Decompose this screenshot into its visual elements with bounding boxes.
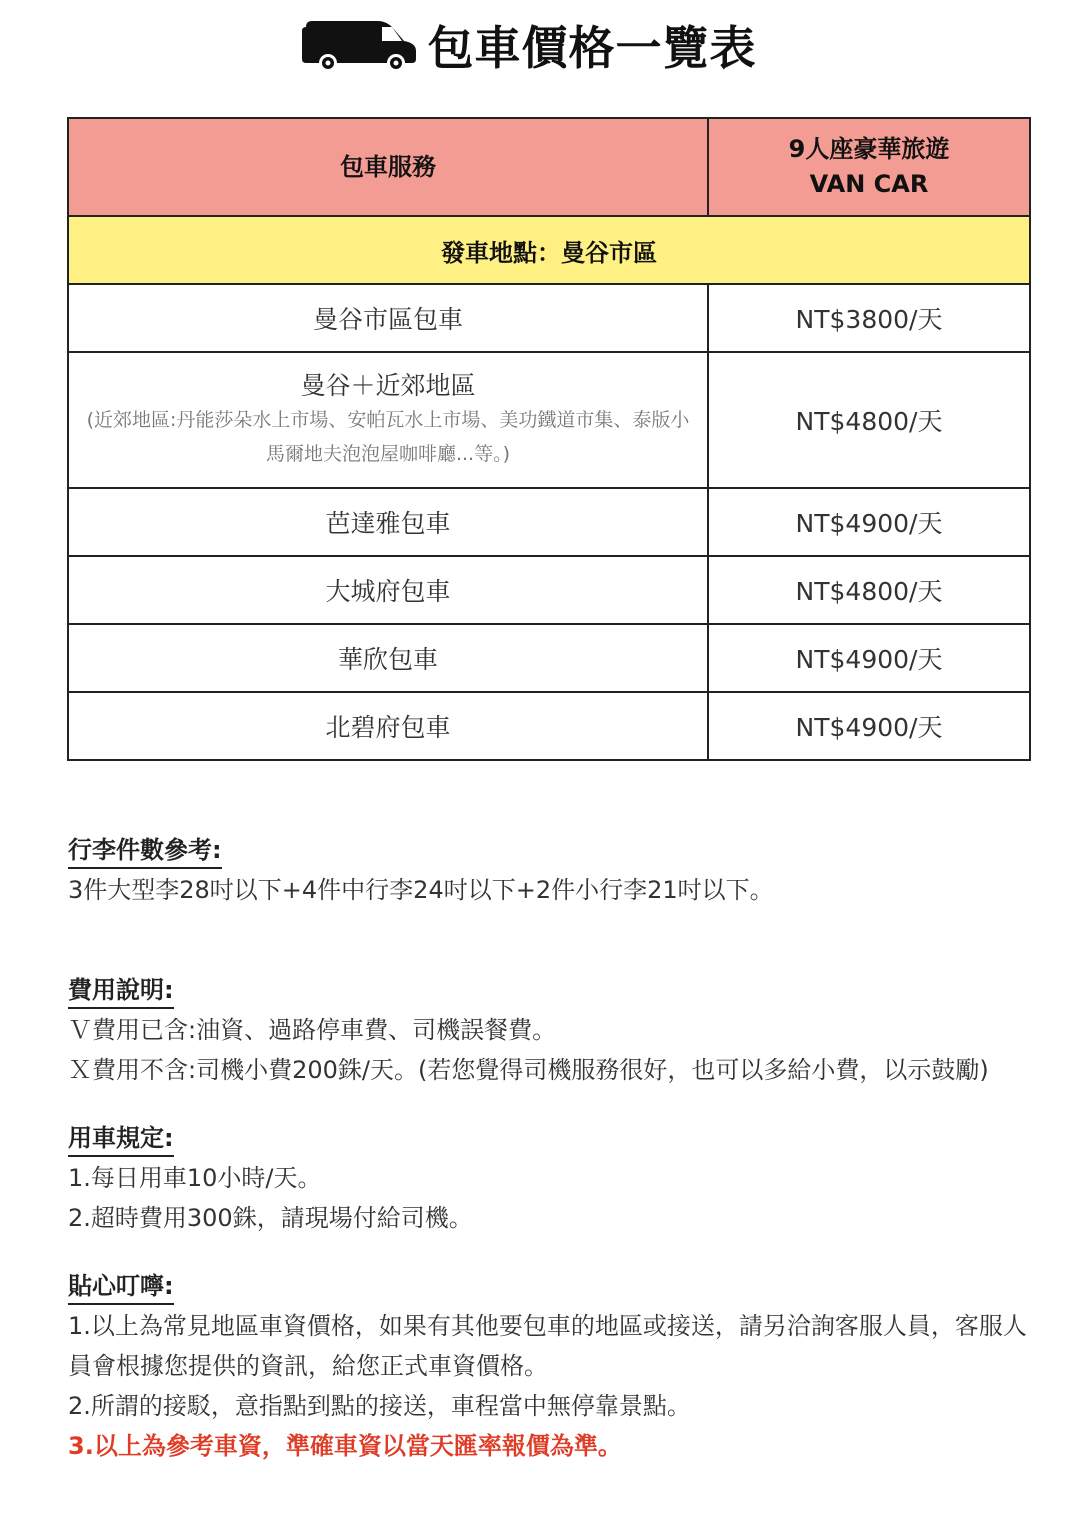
table-row	[68, 284, 1030, 352]
price-cell: NT$4900/天	[708, 488, 1030, 556]
tips-section	[68, 1266, 1028, 1466]
price-cell: NT$4900/天	[708, 624, 1030, 692]
rules-section	[68, 1118, 1028, 1238]
service-cell: 曼谷市區包車	[68, 284, 708, 352]
table-row	[68, 692, 1030, 760]
service-name: 曼谷＋近郊地區	[300, 371, 476, 400]
table-row	[68, 488, 1030, 556]
table-row	[68, 556, 1030, 624]
fees-excluded: Ｘ費用不含:司機小費200銖/天。(若您覺得司機服務很好，也可以多給小費，以示鼓勵)	[68, 1056, 989, 1084]
service-cell	[68, 352, 708, 488]
fees-section	[68, 970, 1028, 1090]
tips-item: 2.所謂的接駁，意指點到點的接送，車程當中無停靠景點。	[68, 1392, 691, 1420]
price-table	[67, 117, 1031, 761]
tips-heading: 貼心叮嚀:	[68, 1269, 174, 1305]
rules-heading: 用車規定:	[68, 1121, 174, 1157]
title-row	[0, 12, 1090, 78]
van-icon	[300, 19, 420, 71]
luggage-text: 3件大型李28吋以下+4件中行李24吋以下+2件小行李21吋以下。	[68, 876, 774, 904]
fees-heading: 費用說明:	[68, 973, 174, 1009]
price-column-header: 9人座豪華旅遊 VAN CAR	[708, 118, 1030, 216]
table-header-row	[68, 118, 1030, 216]
tips-highlight: 3.以上為參考車資，準確車資以當天匯率報價為準。	[68, 1432, 622, 1460]
table-row	[68, 624, 1030, 692]
price-cell: NT$4800/天	[708, 352, 1030, 488]
price-cell: NT$3800/天	[708, 284, 1030, 352]
service-note: (近郊地區:丹能莎朵水上市場、安帕瓦水上市場、美功鐵道市集、泰版小馬爾地夫泡泡屋咖啡廳...等。)	[86, 409, 690, 465]
fees-included: Ｖ費用已含:油資、過路停車費、司機誤餐費。	[68, 1016, 557, 1044]
service-cell: 大城府包車	[68, 556, 708, 624]
tips-item: 1.以上為常見地區車資價格，如果有其他要包車的地區或接送，請另洽詢客服人員，客服人員會根據您提供的資訊，給您正式車資價格。	[68, 1312, 1027, 1380]
service-cell: 北碧府包車	[68, 692, 708, 760]
service-cell: 芭達雅包車	[68, 488, 708, 556]
origin-row	[68, 216, 1030, 284]
price-cell: NT$4900/天	[708, 692, 1030, 760]
notes-section	[68, 830, 1028, 1466]
luggage-section	[68, 830, 1028, 910]
luggage-heading: 行李件數參考:	[68, 833, 222, 869]
rules-item: 2.超時費用300銖，請現場付給司機。	[68, 1204, 473, 1232]
page-title: 包車價格一覽表	[427, 21, 757, 75]
origin-label: 發車地點：曼谷市區	[68, 216, 1030, 284]
price-cell: NT$4800/天	[708, 556, 1030, 624]
service-cell: 華欣包車	[68, 624, 708, 692]
rules-item: 1.每日用車10小時/天。	[68, 1164, 322, 1192]
table-row	[68, 352, 1030, 488]
service-column-header: 包車服務	[68, 118, 708, 216]
